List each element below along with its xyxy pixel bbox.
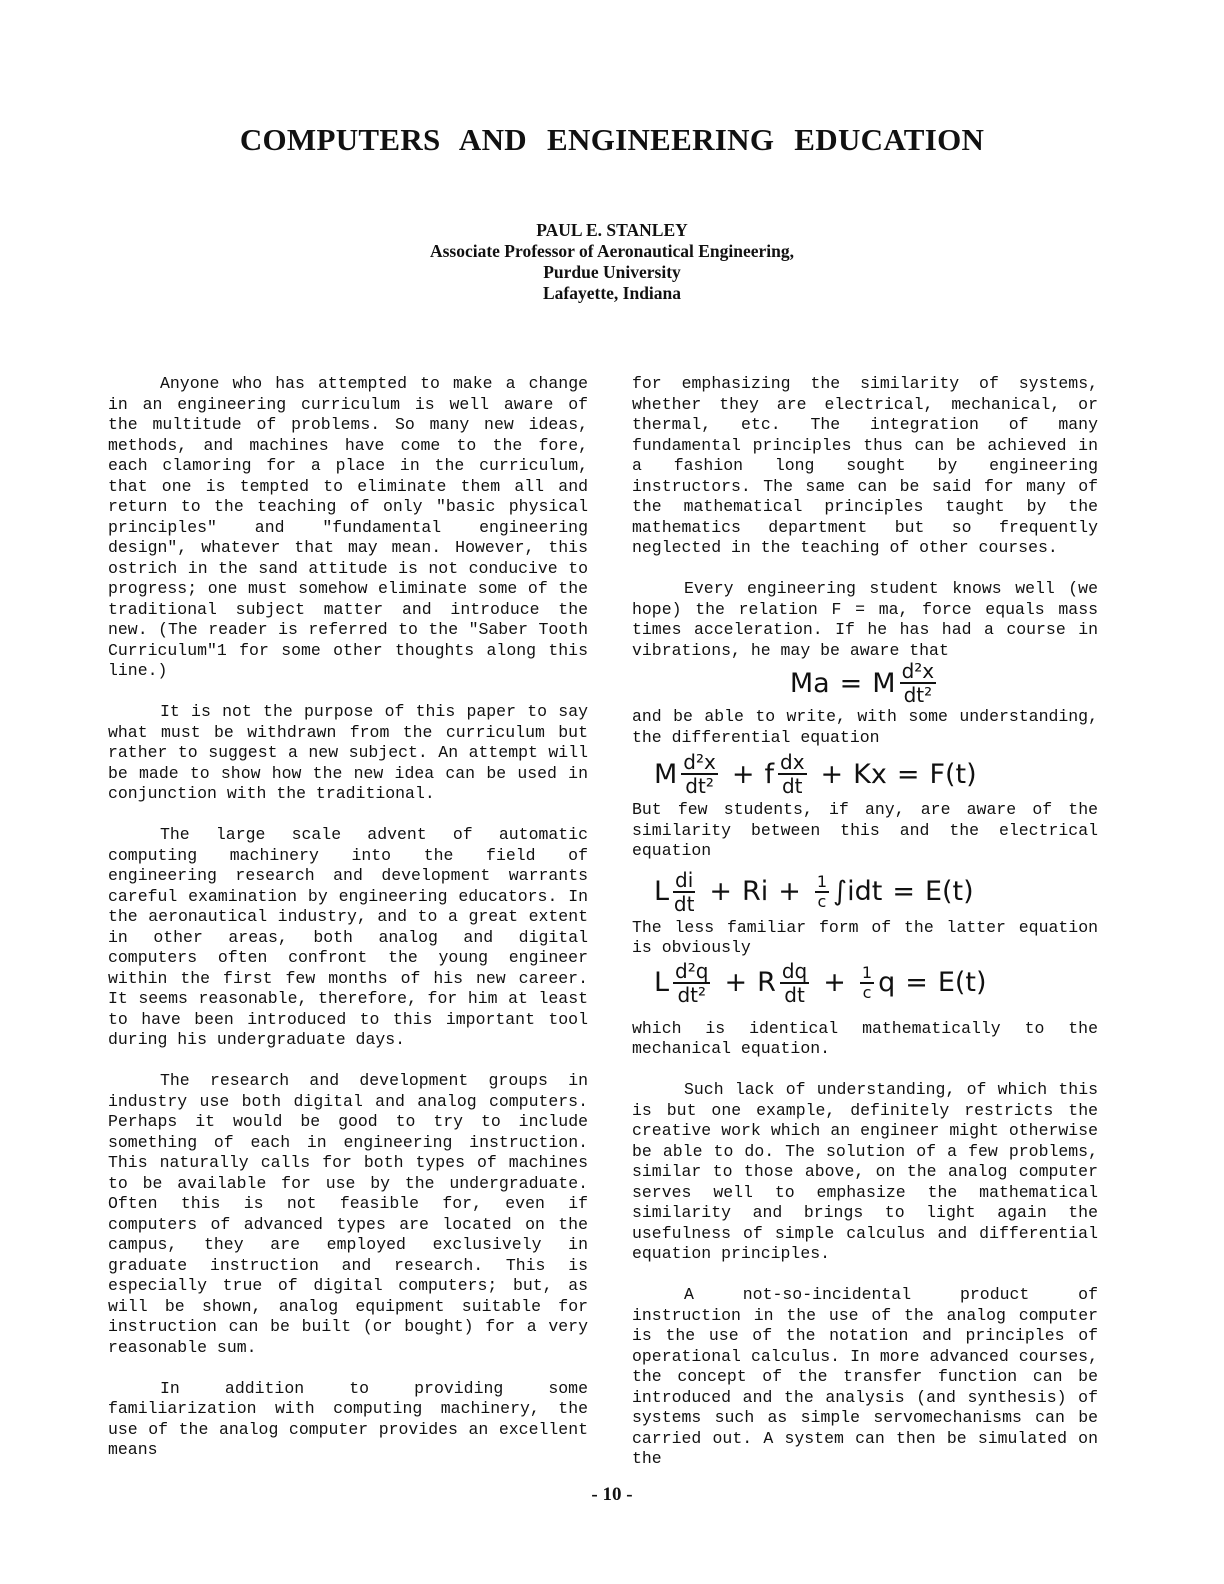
equation-newton <box>632 661 1098 705</box>
eq-denominator: dt <box>673 891 695 916</box>
eq-term: q <box>878 967 896 998</box>
eq-numerator: dq <box>781 958 808 983</box>
equation-mechanical <box>654 752 1098 796</box>
eq-operator: + <box>778 876 801 907</box>
paragraph: A not-so-incidental product of instruction in the use of the analog computer is the use of the notation and principles of operational calculus. In more advanced courses, the concept of the transfer function can be introduced and the analysis (and synthesis) of systems such as simple servomechanisms can be carried out. A system can then be simulated on the <box>632 1285 1098 1468</box>
eq-denominator: dt <box>781 774 803 798</box>
eq-operator: = <box>839 667 863 699</box>
eq-numerator: d²q <box>675 958 709 983</box>
page-title: COMPUTERS AND ENGINEERING EDUCATION <box>239 122 985 157</box>
eq-operator: + <box>820 758 844 790</box>
eq-fraction <box>780 958 809 1007</box>
eq-numerator: 1 <box>816 871 828 891</box>
eq-term: Ri <box>741 876 769 907</box>
eq-operator: = <box>896 758 920 790</box>
paragraph: and be able to write, with some understanding, the differential equation <box>632 707 1098 747</box>
eq-denominator: c <box>862 982 872 1002</box>
equation-charge <box>654 958 1098 1007</box>
paragraph: for emphasizing the similarity of systems, whether they are electrical, mechanical, or thermal, etc. The integration of many fundamental principles thus can be achieved in a fashion long sought by engineering instructors. The same can be said for many of the mathematical principles taught by the mathematics department but so frequently neglected in the teaching of other courses. <box>632 374 1098 557</box>
author-position: Associate Professor of Aeronautical Engineering, <box>429 241 795 261</box>
eq-fraction <box>778 752 807 796</box>
paragraph: The less familiar form of the latter equation is obviously <box>632 917 1098 957</box>
eq-term: ∫idt <box>833 876 883 907</box>
eq-numerator: dx <box>780 750 805 774</box>
eq-term: M <box>654 758 678 790</box>
eq-denominator: c <box>817 891 827 911</box>
eq-term: F(t) <box>929 758 977 790</box>
paragraph: The research and development groups in industry use both digital and analog computers. Perhaps it would be good to try to include something of each in engineering instruction. This naturally calls for both types of machines to be available for use by the undergraduate. Often this is not feasible for, even if computers of advanced types are located on the campus, they are employed exclusively in graduate instruction and research. This is especially true of digital computers; but, as will be shown, analog equipment suitable for instruction can be built (or bought) for a very reasonable sum. <box>108 1071 588 1357</box>
paragraph: Anyone who has attempted to make a change in an engineering curriculum is well aware of the multitude of problems. So many new ideas, methods, and machines have come to the fore, each clamoring for a place in the curriculum, that one is tempted to eliminate them all and return to the teaching of only "basic physical principles" and "fundamental engineering design", whatever that may mean. However, this ostrich in the sand attitude is not conducive to progress; one must somehow eliminate some of the traditional subject matter and introduce the new. (The reader is referred to the "Saber Tooth Curriculum"1 for some other thoughts along this line.) <box>108 374 588 680</box>
eq-operator: + <box>709 876 732 907</box>
paragraph: It is not the purpose of this paper to say what must be withdrawn from the curriculum but rather to suggest a new subject. An attempt will be made to show how the new idea can be used in conjunction with the traditional. <box>108 702 588 803</box>
eq-term: Kx <box>853 758 887 790</box>
eq-numerator: di <box>675 867 694 892</box>
eq-term: L <box>654 876 670 907</box>
page-number: - 10 - <box>591 1484 633 1505</box>
author-name: PAUL E. STANLEY <box>536 220 688 240</box>
eq-operator: = <box>892 876 915 907</box>
eq-operator: + <box>724 967 748 998</box>
paragraph: Such lack of understanding, of which this is but one example, definitely restricts the creative work which an engineer might otherwise be able to do. The solution of a few problems, similar to those above, on the analog computer serves well to emphasize the mathematical similarity and brings to light again the usefulness of simple calculus and differential equation principles. <box>632 1080 1098 1263</box>
eq-numerator: 1 <box>861 962 873 982</box>
eq-operator: = <box>905 967 928 998</box>
equation-electrical <box>654 867 1098 916</box>
eq-term: Ma <box>789 667 830 699</box>
eq-term: M <box>872 667 896 699</box>
paragraph: The large scale advent of automatic computing machinery into the field of engineering research and development warrants careful examination by engineering educators. In the aeronautical industry, and to a great extent in other areas, both analog and digital computers often confront the young engineer within the first few months of his new career. It seems reasonable, therefore, for him at least to have been introduced to this important tool during his undergraduate days. <box>108 825 588 1049</box>
eq-fraction <box>673 958 710 1007</box>
eq-denominator: dt² <box>677 982 707 1007</box>
paragraph: In addition to providing some familiarization with computing machinery, the use of the analog computer provides an excellent means <box>108 1378 588 1459</box>
right-column <box>632 374 1098 1490</box>
eq-fraction <box>673 867 695 916</box>
eq-term: f <box>764 758 774 790</box>
paragraph: Every engineering student knows well (we hope) the relation F = ma, force equals mass times acceleration. If he has had a course in vibrations, he may be aware that <box>632 579 1098 660</box>
left-column <box>108 374 588 1481</box>
eq-term: L <box>654 967 670 998</box>
eq-denominator: dt² <box>685 774 714 798</box>
eq-term: E(t) <box>937 967 987 998</box>
paragraph: But few students, if any, are aware of the similarity between this and the electrical equation <box>632 800 1098 860</box>
eq-denominator: dt² <box>903 683 933 707</box>
eq-operator: + <box>823 967 846 998</box>
eq-term: R <box>757 967 776 998</box>
eq-fraction <box>900 661 937 705</box>
eq-term: E(t) <box>924 876 974 907</box>
eq-fraction <box>681 752 718 796</box>
author-institution: Purdue University <box>543 262 681 282</box>
author-location: Lafayette, Indiana <box>542 283 682 303</box>
paragraph: which is identical mathematically to the mechanical equation. <box>632 1018 1098 1058</box>
eq-fraction <box>860 962 874 1002</box>
byline <box>0 220 1224 304</box>
eq-numerator: d²x <box>901 659 935 683</box>
eq-operator: + <box>731 758 755 790</box>
eq-numerator: d²x <box>683 750 716 774</box>
eq-fraction <box>815 871 829 911</box>
eq-denominator: dt <box>784 982 805 1007</box>
